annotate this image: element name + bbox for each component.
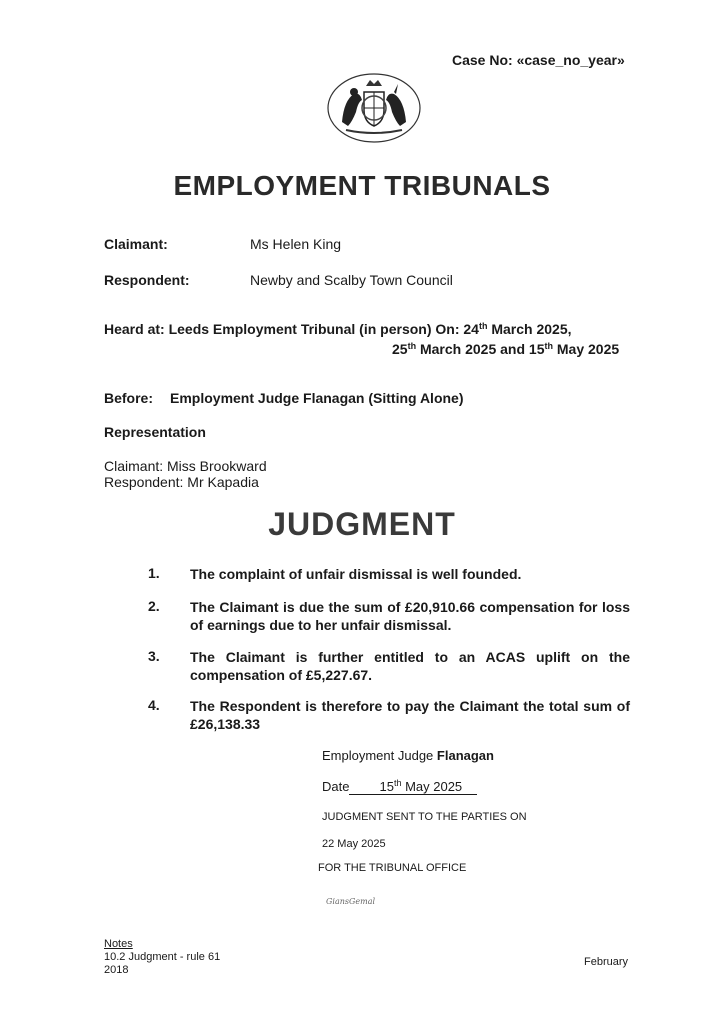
document-title: EMPLOYMENT TRIBUNALS	[173, 170, 551, 201]
claimant-name: Ms Helen King	[250, 236, 342, 252]
judge-name: Flanagan	[436, 748, 494, 763]
representation-heading: Representation	[104, 424, 206, 440]
notes-footer	[104, 938, 220, 977]
claimant-representative: Claimant: Miss Brookward	[104, 458, 267, 474]
item-text: The Respondent is therefore to pay the Claimant the total sum of £26,138.33	[190, 698, 630, 732]
judgment-item	[148, 648, 630, 684]
item-text: The complaint of unfair dismissal is well founded.	[190, 566, 522, 582]
judge-prefix: Employment Judge	[322, 748, 437, 763]
respondent-name: Newby and Scalby Town Council	[250, 272, 453, 288]
item-number: 1.	[148, 565, 160, 581]
hearing-middle: March 2025 and 15	[416, 341, 545, 357]
before-judge: Employment Judge Flanagan (Sitting Alone)	[170, 390, 464, 406]
judgment-item	[148, 598, 630, 634]
item-text: The Claimant is further entitled to an ACAS uplift on the compensation of £5,227.67.	[190, 649, 630, 683]
tribunal-office-label: FOR THE TRIBUNAL OFFICE	[318, 862, 467, 874]
date-rest: May 2025	[401, 779, 463, 794]
claimant-label: Claimant:	[104, 236, 168, 252]
case-number: Case No: «case_no_year»	[452, 52, 625, 68]
judgment-sent-label: JUDGMENT SENT TO THE PARTIES ON	[322, 811, 527, 823]
judgment-item	[148, 565, 630, 583]
notes-year: 2018	[104, 964, 129, 976]
notes-heading: Notes	[104, 938, 133, 950]
date-field	[349, 779, 477, 795]
office-signature: GiansGemal	[326, 897, 376, 906]
item-number: 3.	[148, 648, 160, 664]
signature-date	[322, 779, 477, 795]
date-day: 15	[379, 779, 394, 794]
hearing-end: May 2025	[552, 341, 620, 357]
hearing-details-line-1	[104, 321, 572, 337]
judgment-sent-date: 22 May 2025	[322, 838, 386, 850]
respondent-representative: Respondent: Mr Kapadia	[104, 474, 259, 490]
date-label: Date	[322, 779, 350, 794]
hearing-details-line-2	[392, 341, 619, 357]
signing-judge	[322, 748, 494, 763]
judgment-heading: JUDGMENT	[268, 506, 456, 542]
royal-coat-of-arms-icon	[326, 72, 422, 144]
item-text: The Claimant is due the sum of £20,910.66 compensation for loss of earnings due to her unfair dismissal.	[190, 599, 630, 633]
ordinal-suffix: th	[478, 321, 488, 331]
hearing-day-1: 25	[392, 341, 408, 357]
notes-rule: 10.2 Judgment - rule 61	[104, 951, 221, 963]
item-number: 4.	[148, 697, 160, 713]
hearing-suffix: March 2025,	[487, 321, 572, 337]
before-label: Before:	[104, 390, 154, 406]
respondent-label: Respondent:	[104, 272, 190, 288]
ordinal-suffix: th	[393, 778, 402, 788]
judgment-item	[148, 697, 630, 733]
ordinal-suffix: th	[544, 341, 553, 351]
item-number: 2.	[148, 598, 160, 614]
ordinal-suffix: th	[407, 341, 417, 351]
hearing-prefix: Heard at: Leeds Employment Tribunal (in person) On: 24	[104, 321, 479, 337]
footer-month: February	[584, 956, 629, 968]
